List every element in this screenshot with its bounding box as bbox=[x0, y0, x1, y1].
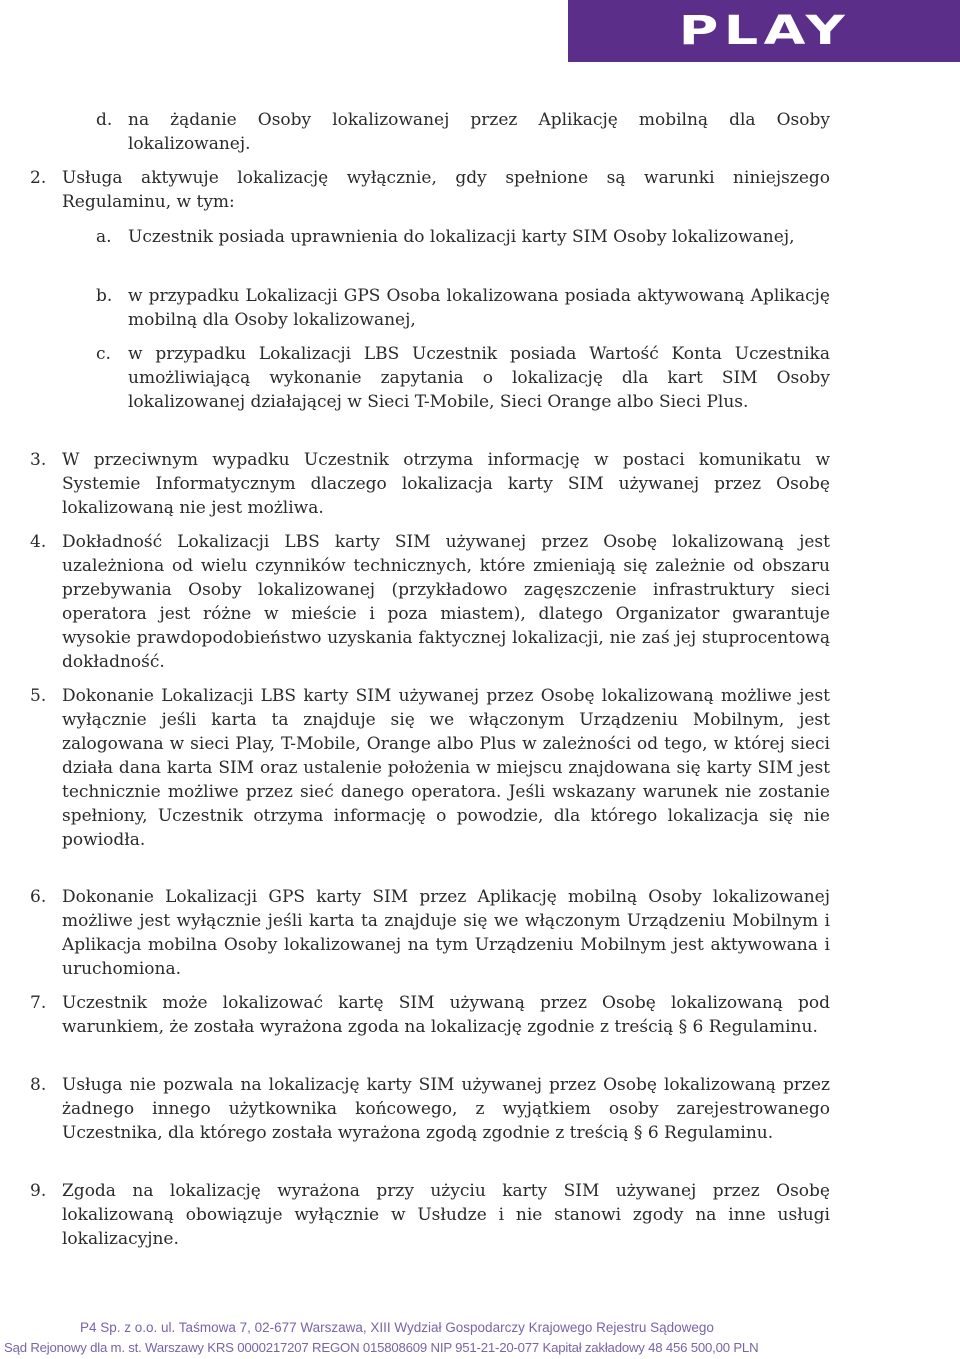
list-item-text: Dokładność Lokalizacji LBS karty SIM używanej przez Osobę lokalizowaną jest uzależniona od wielu czynników technicznych, które zmieniają się zależnie od obszaru przebywania Osoby lokalizowanej (przykładowo zagęszczenie infrastruktury sieci operatora jest różne w mieście i poza miastem), dlatego Organizator gwarantuje wysokie prawdopodobieństwo uzyskania faktycznej lokalizacji, nie zaś jej stuprocentową dokładność. bbox=[62, 532, 830, 672]
list-item-text: Usługa aktywuje lokalizację wyłącznie, gdy spełnione są warunki niniejszego Regulaminu, w tym: bbox=[62, 168, 830, 212]
item-marker: 5. bbox=[30, 686, 47, 706]
list-item-text: na żądanie Osoby lokalizowanej przez Aplikację mobilną dla Osoby lokalizowanej. bbox=[128, 110, 830, 154]
item-marker: 2. bbox=[30, 168, 47, 188]
list-item-text: Dokonanie Lokalizacji LBS karty SIM używanej przez Osobę lokalizowaną możliwe jest wyłącznie jeśli karta ta znajduje się we włączonym Urządzeniu Mobilnym, jest zalogowana w sieci Play, T-Mobile, Orange albo Plus w zależności od tego, w której sieci działa dana karta SIM oraz ustalenie położenia w miejscu znajdowana się karty SIM jest technicznie możliwe przez sieć danego operatora. Jeśli wskazany warunek nie zostanie spełniony, Uczestnik otrzyma informację o powodzie, dla którego lokalizacja się nie powiodła. bbox=[62, 686, 830, 850]
list-item-text: W przeciwnym wypadku Uczestnik otrzyma informację w postaci komunikatu w Systemie Informatycznym dlaczego lokalizacja karty SIM używanej przez Osobę lokalizowaną nie jest możliwa. bbox=[62, 450, 830, 518]
item-marker: a. bbox=[96, 227, 112, 247]
item-marker: 3. bbox=[30, 450, 47, 470]
list-item-text: w przypadku Lokalizacji LBS Uczestnik posiada Wartość Konta Uczestnika umożliwiającą wykonanie zapytania o lokalizację dla kart SIM Osoby lokalizowanej działającej w Sieci T-Mobile, Sieci Orange albo Sieci Plus. bbox=[128, 344, 830, 412]
list-item-text: Usługa nie pozwala na lokalizację karty SIM używanej przez Osobę lokalizowaną przez żadnego innego użytkownika końcowego, z wyjątkiem osoby zarejestrowanego Uczestnika, dla którego została wyrażona zgodą zgodnie z treścią § 6 Regulaminu. bbox=[62, 1075, 830, 1143]
item-marker: 9. bbox=[30, 1181, 47, 1201]
item-marker: 8. bbox=[30, 1075, 47, 1095]
logo-text: PLAY bbox=[678, 8, 850, 54]
item-marker: c. bbox=[96, 344, 111, 364]
list-item-text: Zgoda na lokalizację wyrażona przy użyciu karty SIM używanej przez Osobę lokalizowaną obowiązuje wyłącznie w Usłudze i nie stanowi zgody na inne usługi lokalizacyjne. bbox=[62, 1181, 830, 1249]
list-item-text: Dokonanie Lokalizacji GPS karty SIM przez Aplikację mobilną Osoby lokalizowanej możliwe jest wyłącznie jeśli karta ta znajduje się we włączonym Urządzeniu Mobilnym i Aplikacja mobilna Osoby lokalizowanej na tym Urządzeniu Mobilnym jest aktywowana i uruchomiona. bbox=[62, 887, 830, 979]
item-marker: b. bbox=[96, 286, 113, 306]
item-marker: d. bbox=[96, 110, 113, 130]
play-logo bbox=[568, 0, 960, 62]
item-marker: 4. bbox=[30, 532, 47, 552]
item-marker: 6. bbox=[30, 887, 47, 907]
list-item-text: Uczestnik posiada uprawnienia do lokalizacji karty SIM Osoby lokalizowanej, bbox=[128, 227, 795, 247]
footer-line-2: Sąd Rejonowy dla m. st. Warszawy KRS 0000217207 REGON 015808609 NIP 951-21-20-077 Kapitał zakładowy 48 456 500,00 PLN bbox=[4, 1340, 759, 1355]
item-marker: 7. bbox=[30, 993, 47, 1013]
footer-line-1: P4 Sp. z o.o. ul. Taśmowa 7, 02-677 Warszawa, XIII Wydział Gospodarczy Krajowego Rejestru Sądowego bbox=[80, 1320, 714, 1335]
list-item-text: Uczestnik może lokalizować kartę SIM używaną przez Osobę lokalizowaną pod warunkiem, że została wyrażona zgoda na lokalizację zgodnie z treścią § 6 Regulaminu. bbox=[62, 993, 830, 1037]
list-item-text: w przypadku Lokalizacji GPS Osoba lokalizowana posiada aktywowaną Aplikację mobilną dla Osoby lokalizowanej, bbox=[128, 286, 830, 330]
